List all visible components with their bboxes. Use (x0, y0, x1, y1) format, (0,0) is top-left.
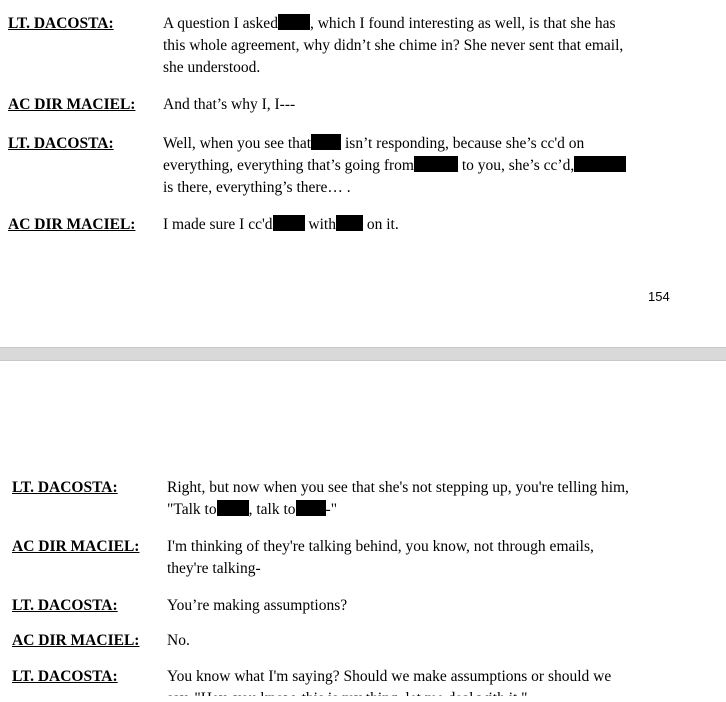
speech-segment: she understood. (163, 59, 261, 76)
redaction-bar (311, 134, 341, 150)
speech-segment: You know what I'm saying? Should we make assumptions or should we (167, 668, 612, 685)
speech-line (167, 595, 347, 617)
speaker-name: AC DIR MACIEL: (12, 538, 140, 555)
speech-segment: You’re making assumptions? (167, 597, 348, 614)
speech-line (167, 558, 594, 580)
speech-segment: Well, when you see that (163, 135, 312, 152)
speech-text (167, 595, 347, 617)
redaction-bar (296, 500, 326, 516)
speech-segment: , which I found interesting as well, is that she has (309, 15, 616, 32)
speech-line (163, 94, 295, 116)
speech-line (163, 133, 626, 155)
redaction-bar (273, 215, 305, 231)
redaction-bar (336, 215, 363, 231)
redaction-bar (574, 156, 626, 172)
transcript-page-155 (0, 361, 726, 702)
speaker-name: LT. DACOSTA: (12, 668, 118, 685)
speech-text (167, 536, 594, 580)
page-separator (0, 347, 726, 361)
speech-segment: with (304, 216, 336, 233)
speech-segment: everything, everything that’s going from (163, 157, 414, 174)
speaker-name: LT. DACOSTA: (12, 479, 118, 496)
speech-line (167, 499, 629, 521)
speech-line (163, 35, 623, 57)
redaction-bar (278, 14, 310, 30)
speech-line (167, 477, 629, 499)
speech-segment: this whole agreement, why didn’t she chime in? She never sent that email, (163, 37, 624, 54)
speech-line (167, 666, 611, 688)
speech-text (167, 630, 190, 652)
speech-segment: to you, she’s cc’d, (457, 157, 575, 174)
speech-segment: on it. (362, 216, 399, 233)
page-number: 154 (648, 289, 670, 304)
speaker-name: LT. DACOSTA: (12, 597, 118, 614)
speaker-name: LT. DACOSTA: (8, 135, 114, 152)
speech-segment: No. (167, 632, 190, 649)
speaker-name: AC DIR MACIEL: (8, 96, 136, 113)
speech-segment: , talk to (248, 501, 296, 518)
speaker-name: AC DIR MACIEL: (12, 632, 140, 649)
speaker-name: LT. DACOSTA: (8, 15, 114, 32)
transcript-page-154 (0, 0, 726, 347)
speech-line (163, 177, 626, 199)
speech-segment: I'm thinking of they're talking behind, you know, not through emails, (167, 538, 594, 555)
speech-segment: isn’t responding, because she’s cc'd on (341, 135, 585, 152)
speech-segment: -" (325, 501, 338, 518)
speech-segment: they're talking- (167, 560, 261, 577)
speech-segment: I made sure I cc'd (163, 216, 273, 233)
speech-text (167, 477, 629, 521)
speech-segment: And that’s why I, I--- (163, 96, 296, 113)
speech-text (163, 13, 623, 79)
speech-segment: is there, everything’s there… . (163, 179, 351, 196)
speech-text (163, 214, 399, 236)
speech-line (163, 214, 399, 236)
speech-segment: "Talk to (167, 501, 217, 518)
speech-line (167, 536, 594, 558)
speech-line (163, 13, 623, 35)
speaker-name: AC DIR MACIEL: (8, 216, 136, 233)
speech-text (163, 133, 626, 199)
speech-line (163, 57, 623, 79)
speech-text (163, 94, 295, 116)
speech-segment: A question I asked (163, 15, 278, 32)
page-crop-edge (0, 696, 726, 702)
speech-line (167, 630, 190, 652)
redaction-bar (414, 156, 458, 172)
speech-line (163, 155, 626, 177)
speech-segment: Right, but now when you see that she's not stepping up, you're telling him, (167, 479, 629, 496)
redaction-bar (217, 500, 249, 516)
